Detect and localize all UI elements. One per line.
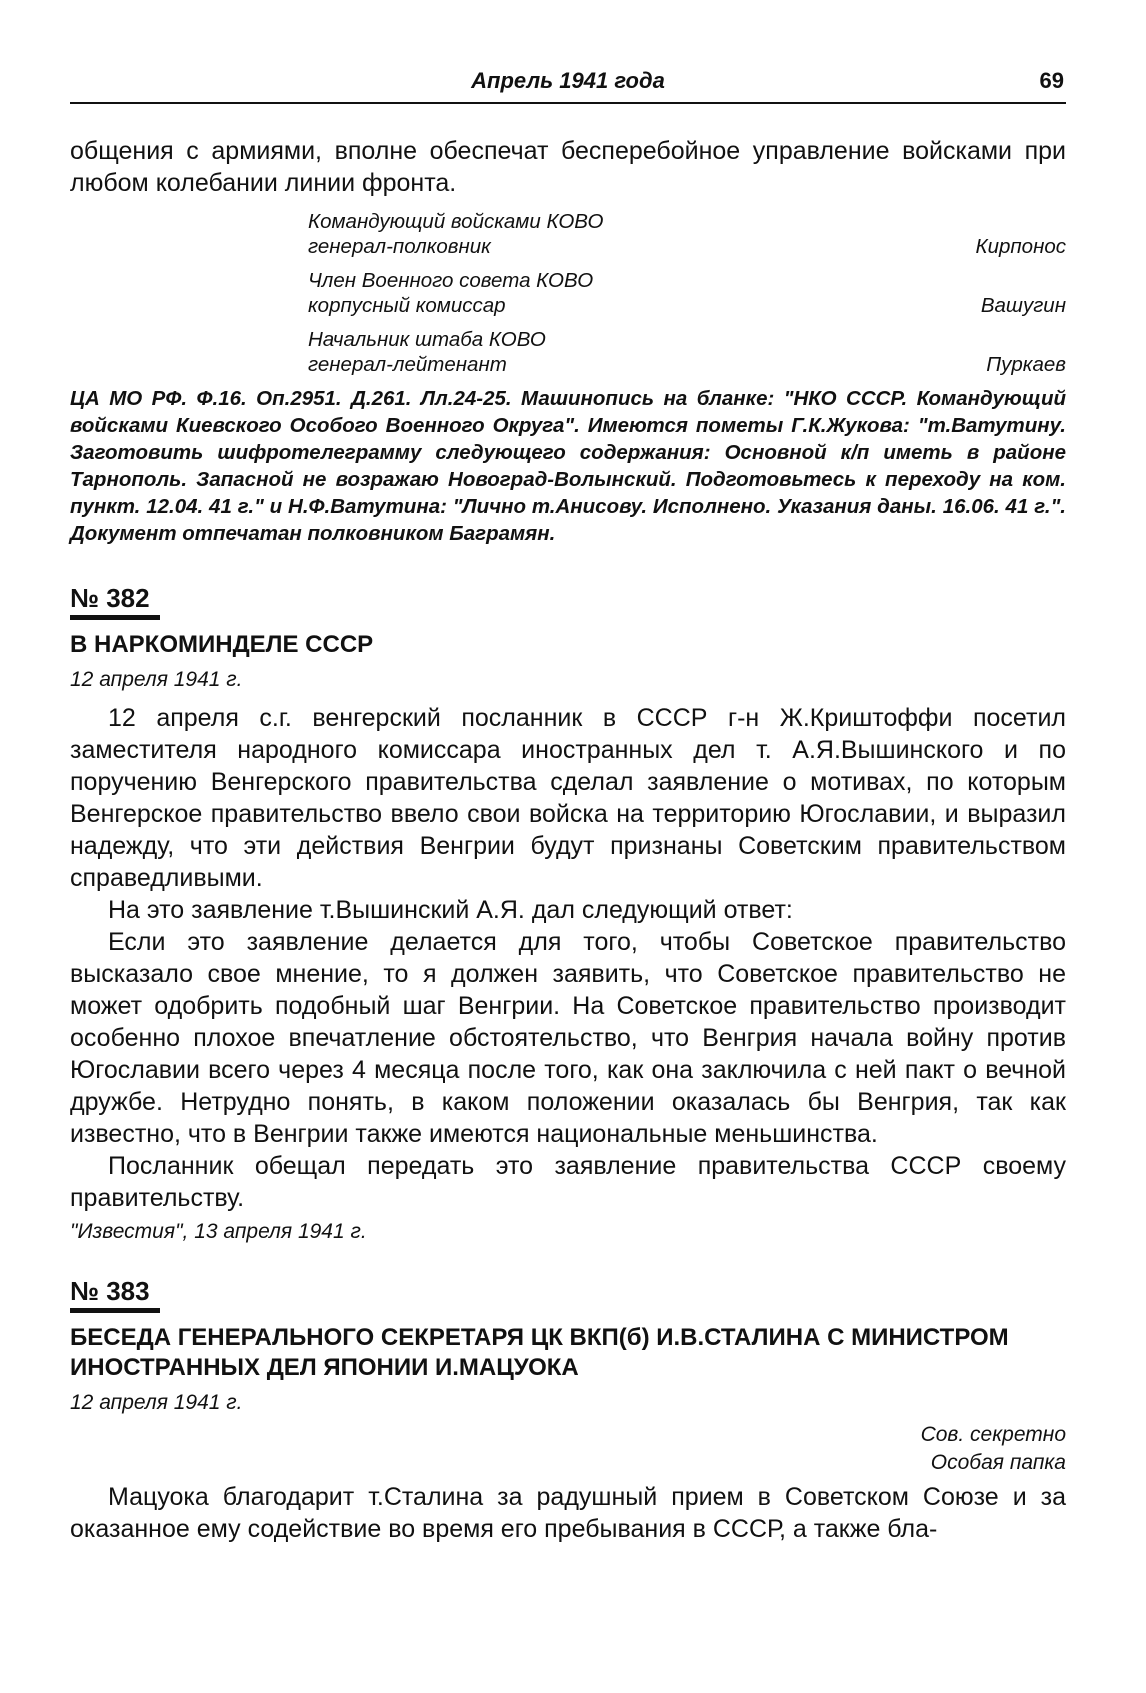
running-header-title: Апрель 1941 года [471, 68, 665, 93]
folder-stamp: Особая папка [930, 1451, 1066, 1474]
signature-position: Член Военного совета КОВО [308, 269, 594, 292]
doc-382-date: 12 апреля 1941 г. [70, 668, 243, 691]
doc-382-number-bar [70, 615, 160, 620]
signature-rank: генерал-полковник [308, 235, 491, 258]
signature-chief-of-staff [308, 327, 1066, 377]
signature-commander [308, 209, 1066, 259]
doc-382-paragraph: Если это заявление делается для того, чтобы Советское правительство высказало свое мнение, то я должен заявить, что Советское правительство не может одобрить подобный шаг Венгрии. На Советское правительство производит особенно плохое впечатление обстоятельство, что Венгрия начала войну против Югославии всего через 4 месяца после того, как она заключила с ней пакт о вечной дружбе. Нетрудно понять, в каком положении оказалась бы Венгрия, так как известно, что в Венгрии также имеются национальные меньшинства. [70, 928, 1066, 1148]
doc-383-number-bar [70, 1308, 160, 1313]
signature-position: Начальник штаба КОВО [308, 328, 546, 351]
signature-position: Командующий войсками КОВО [308, 210, 604, 233]
signature-rank: генерал-лейтенант [308, 353, 507, 376]
page-content [70, 135, 1066, 1545]
page-number: 69 [1039, 68, 1064, 93]
doc-382-title: В НАРКОМИНДЕЛЕ СССР [70, 631, 374, 658]
doc-383-paragraph: Мацуока благодарит т.Сталина за радушный прием в Советском Союзе и за оказанное ему содействие во время его пребывания в СССР, а также бла- [70, 1483, 1066, 1543]
signature-block [308, 209, 1066, 377]
doc-383-number: № 383 [70, 1276, 150, 1306]
doc-383-title: БЕСЕДА ГЕНЕРАЛЬНОГО СЕКРЕТАРЯ ЦК ВКП(б) И.В.СТАЛИНА С МИНИСТРОМ ИНОСТРАННЫХ ДЕЛ ЯПОНИИ И.МАЦУОКА [70, 1324, 1009, 1381]
archive-source-note: ЦА МО РФ. Ф.16. Оп.2951. Д.261. Лл.24-25. Машинопись на бланке: "НКО СССР. Командующий войсками Киевского Особого Военного Округа". Имеются пометы Г.К.Жукова: "т.Ватутину. Заготовить шифротелеграмму следующего содержания: Основной к/п иметь в районе Тарнополь. Запасной не возражаю Новоград-Волынский. Подготовьтесь к переходу на ком. пункт. 12.04. 41 г." и Н.Ф.Ватутина: "Лично т.Анисову. Исполнено. Указания даны. 16.06. 41 г.". Документ отпечатан полковником Баграмян. [70, 387, 1066, 545]
doc-382-paragraph: Посланник обещал передать это заявление правительства СССР своему правительству. [70, 1152, 1066, 1212]
signature-name: Пуркаев [986, 353, 1066, 376]
doc-382-paragraph: 12 апреля с.г. венгерский посланник в СССР г-н Ж.Криштоффи посетил заместителя народного комиссара иностранных дел т. А.Я.Вышинского и по поручению Венгерского правительства сделал заявление о мотивах, по которым Венгерское правительство ввело свои войска на территорию Югославии, и выразил надежду, что эти действия Венгрии будут признаны Советским правительством справедливыми. [70, 704, 1066, 892]
signature-name: Кирпонос [975, 235, 1066, 258]
doc-382-paragraph: На это заявление т.Вышинский А.Я. дал следующий ответ: [108, 896, 793, 924]
signature-rank: корпусный комиссар [308, 294, 506, 317]
running-header [70, 62, 1066, 104]
doc-382-citation: "Известия", 13 апреля 1941 г. [70, 1220, 367, 1243]
classification-stamp: Сов. секретно [920, 1423, 1066, 1446]
intro-paragraph: общения с армиями, вполне обеспечат бесперебойное управление войсками при любом колебании линии фронта. [70, 137, 1066, 197]
signature-council-member [308, 268, 1066, 318]
signature-name: Вашугин [980, 294, 1066, 317]
doc-383-date: 12 апреля 1941 г. [70, 1391, 243, 1414]
doc-382-number: № 382 [70, 583, 150, 613]
